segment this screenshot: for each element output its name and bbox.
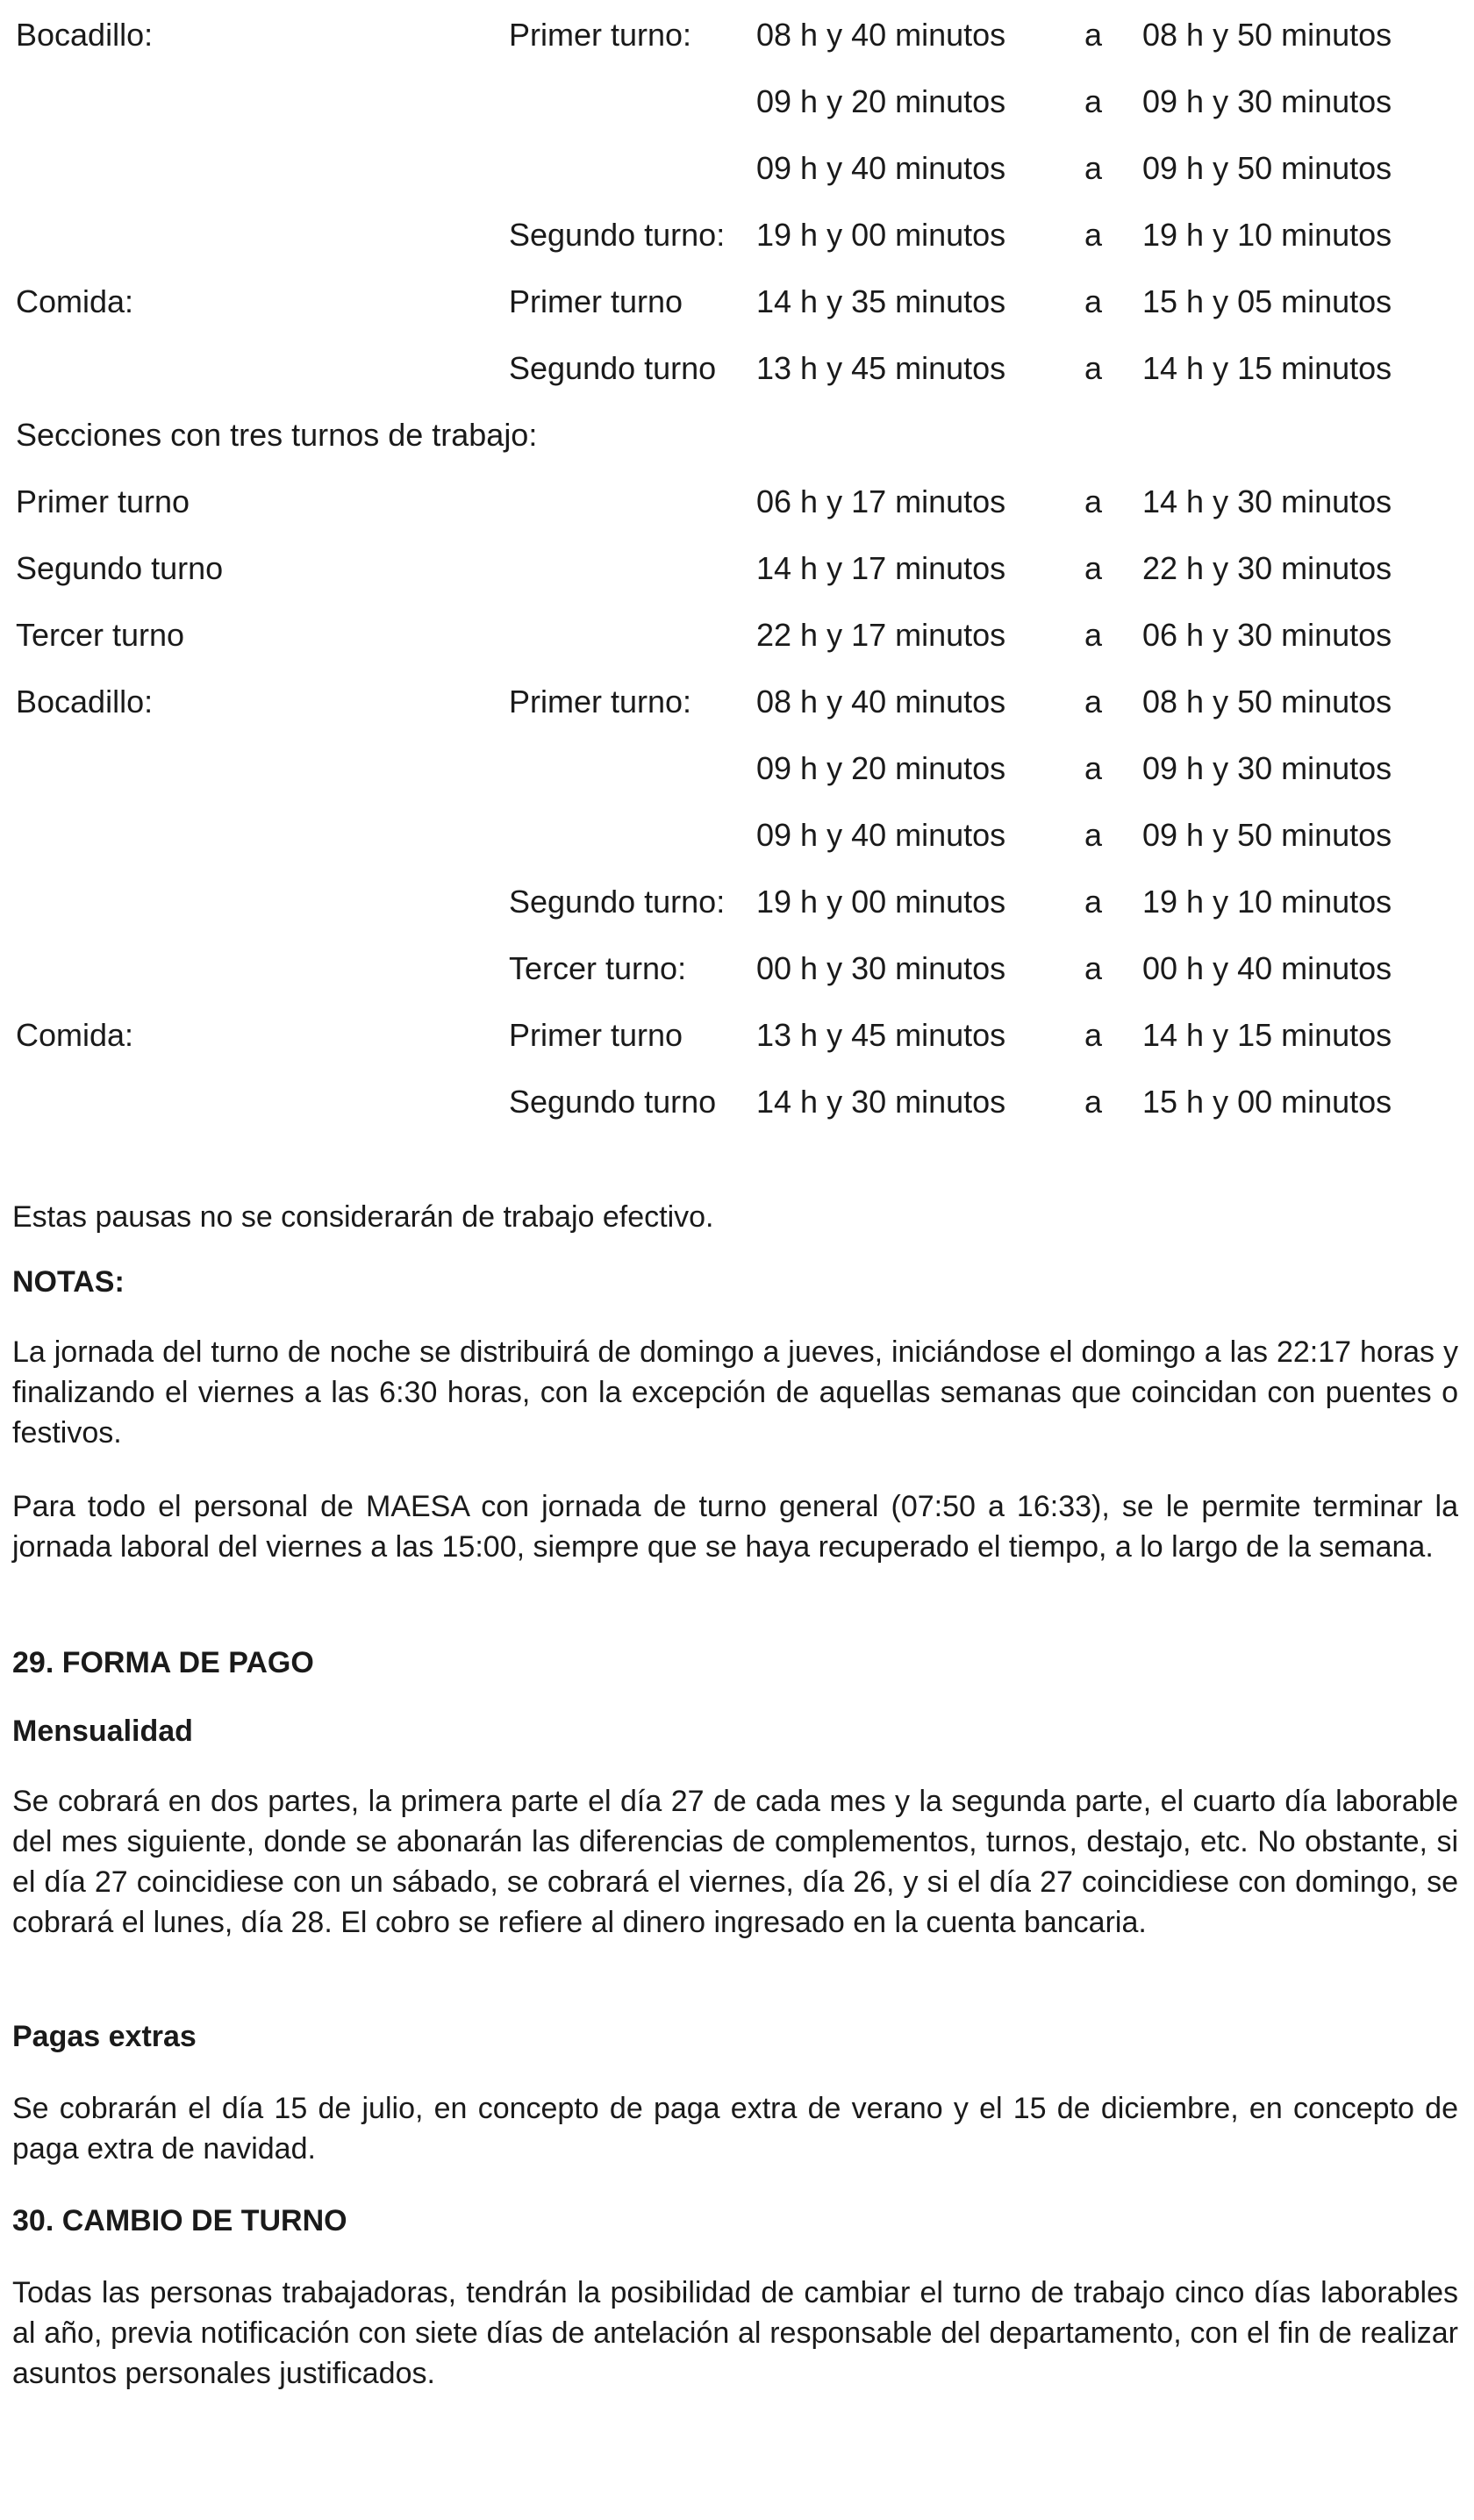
schedule-row — [12, 467, 1460, 533]
row-to-time: 09 h y 50 minutos — [1142, 150, 1392, 186]
row-label: Comida: — [16, 283, 134, 319]
row-from-time: 09 h y 40 minutos — [756, 817, 1006, 853]
row-from-time: 09 h y 20 minutos — [756, 83, 1006, 119]
row-separator: a — [1084, 150, 1103, 186]
row-separator: a — [1084, 350, 1103, 386]
row-from-time: 13 h y 45 minutos — [756, 350, 1006, 386]
three-shifts-title-text: Secciones con tres turnos de trabajo: — [16, 417, 538, 453]
row-to-time: 00 h y 40 minutos — [1142, 950, 1392, 986]
section-30-paragraph — [12, 2273, 1458, 2394]
row-from-time: 09 h y 20 minutos — [756, 750, 1006, 786]
row-shift: Segundo turno — [509, 350, 717, 386]
schedule-two-shifts-table — [12, 0, 1460, 400]
schedule-row — [12, 133, 1460, 200]
pauses-note — [12, 1197, 1458, 1237]
schedule-row — [12, 867, 1460, 934]
schedule-three-shifts-table — [12, 467, 1460, 1134]
row-from-time: 09 h y 40 minutos — [756, 150, 1006, 186]
row-to-time: 19 h y 10 minutos — [1142, 217, 1392, 253]
section-29-heading: 29. FORMA DE PAGO — [12, 1646, 314, 1679]
row-to-time: 15 h y 05 minutos — [1142, 283, 1392, 319]
row-to-time: 08 h y 50 minutos — [1142, 17, 1392, 53]
notes-paragraph-1 — [12, 1332, 1458, 1453]
notes-paragraph-2 — [12, 1486, 1458, 1567]
row-separator: a — [1084, 750, 1103, 786]
row-separator: a — [1084, 483, 1103, 519]
schedule-row — [12, 600, 1460, 667]
row-from-time: 00 h y 30 minutos — [756, 950, 1006, 986]
row-from-time: 08 h y 40 minutos — [756, 17, 1006, 53]
row-to-time: 14 h y 15 minutos — [1142, 350, 1392, 386]
notes-paragraph-1-text: La jornada del turno de noche se distribuirá de domingo a jueves, iniciándose el domingo a las 22:17 horas y finalizando el viernes a las 6:30 horas, con la excepción de aquellas semanas que coincidan con puentes o festivos. — [12, 1335, 1458, 1450]
schedule-row — [12, 267, 1460, 333]
mensualidad-heading: Mensualidad — [12, 1715, 193, 1748]
row-to-time: 09 h y 30 minutos — [1142, 750, 1392, 786]
row-separator: a — [1084, 817, 1103, 853]
row-shift: Segundo turno: — [509, 217, 726, 253]
schedule-row — [12, 67, 1460, 133]
row-from-time: 19 h y 00 minutos — [756, 217, 1006, 253]
row-label: Bocadillo: — [16, 17, 154, 53]
row-separator: a — [1084, 17, 1103, 53]
row-from-time: 14 h y 30 minutos — [756, 1084, 1006, 1120]
pagas-extras-text: Se cobrarán el día 15 de julio, en concepto de paga extra de verano y el 15 de diciembre, en concepto de paga extra de navidad. — [12, 2092, 1458, 2166]
row-to-time: 22 h y 30 minutos — [1142, 550, 1392, 586]
three-shifts-title — [12, 400, 1460, 467]
row-to-time: 06 h y 30 minutos — [1142, 617, 1392, 653]
row-separator: a — [1084, 617, 1103, 653]
schedule-row — [12, 800, 1460, 867]
section-30-heading: 30. CAMBIO DE TURNO — [12, 2204, 347, 2237]
row-separator: a — [1084, 83, 1103, 119]
row-separator: a — [1084, 950, 1103, 986]
mensualidad-paragraph — [12, 1781, 1458, 1943]
row-separator: a — [1084, 217, 1103, 253]
row-from-time: 13 h y 45 minutos — [756, 1017, 1006, 1053]
row-from-time: 22 h y 17 minutos — [756, 617, 1006, 653]
row-from-time: 19 h y 00 minutos — [756, 884, 1006, 920]
schedule-row — [12, 934, 1460, 1000]
mensualidad-text: Se cobrará en dos partes, la primera parte el día 27 de cada mes y la segunda parte, el cuarto día laborable del mes siguiente, donde se abonarán las diferencias de complementos, turnos, destajo, etc. No obstante, si el día 27 coincidiese con un sábado, se cobrará el viernes, día 26, y si el día 27 coincidiese con domingo, se cobrará el lunes, día 28. El cobro se refiere al dinero ingresado en la cuenta bancaria. — [12, 1785, 1458, 1939]
row-label: Bocadillo: — [16, 684, 154, 719]
row-separator: a — [1084, 684, 1103, 719]
row-label: Primer turno — [16, 483, 190, 519]
row-from-time: 06 h y 17 minutos — [756, 483, 1006, 519]
row-shift: Primer turno — [509, 1017, 683, 1053]
row-to-time: 14 h y 15 minutos — [1142, 1017, 1392, 1053]
document — [12, 0, 1460, 1134]
row-from-time: 14 h y 17 minutos — [756, 550, 1006, 586]
row-separator: a — [1084, 1084, 1103, 1120]
row-to-time: 19 h y 10 minutos — [1142, 884, 1392, 920]
row-shift: Tercer turno: — [509, 950, 687, 986]
row-to-time: 08 h y 50 minutos — [1142, 684, 1392, 719]
row-to-time: 14 h y 30 minutos — [1142, 483, 1392, 519]
row-label: Tercer turno — [16, 617, 185, 653]
schedule-row — [12, 0, 1460, 67]
row-shift: Segundo turno: — [509, 884, 726, 920]
notes-heading: NOTAS: — [12, 1265, 125, 1299]
row-to-time: 15 h y 00 minutos — [1142, 1084, 1392, 1120]
row-from-time: 14 h y 35 minutos — [756, 283, 1006, 319]
row-label: Segundo turno — [16, 550, 224, 586]
schedule-row — [12, 1067, 1460, 1134]
pagas-extras-heading: Pagas extras — [12, 2020, 197, 2053]
row-separator: a — [1084, 1017, 1103, 1053]
section-30-text: Todas las personas trabajadoras, tendrán la posibilidad de cambiar el turno de trabajo cinco días laborables al año, previa notificación con siete días de antelación al responsable del departamento, con el fin de realizar asuntos personales justificados. — [12, 2276, 1458, 2390]
row-label: Comida: — [16, 1017, 134, 1053]
notes-paragraph-2-text: Para todo el personal de MAESA con jornada de turno general (07:50 a 16:33), se le permite terminar la jornada laboral del viernes a las 15:00, siempre que se haya recuperado el tiempo, a lo largo de la semana. — [12, 1490, 1458, 1564]
row-separator: a — [1084, 550, 1103, 586]
schedule-row — [12, 734, 1460, 800]
row-shift: Primer turno: — [509, 684, 692, 719]
schedule-row — [12, 333, 1460, 400]
pauses-note-text: Estas pausas no se considerarán de trabajo efectivo. — [12, 1200, 714, 1234]
row-shift: Primer turno — [509, 283, 683, 319]
row-separator: a — [1084, 884, 1103, 920]
schedule-row — [12, 200, 1460, 267]
schedule-row — [12, 1000, 1460, 1067]
row-shift: Segundo turno — [509, 1084, 717, 1120]
row-to-time: 09 h y 30 minutos — [1142, 83, 1392, 119]
row-separator: a — [1084, 283, 1103, 319]
row-from-time: 08 h y 40 minutos — [756, 684, 1006, 719]
schedule-row — [12, 667, 1460, 734]
pagas-extras-paragraph — [12, 2088, 1458, 2169]
row-shift: Primer turno: — [509, 17, 692, 53]
schedule-row — [12, 533, 1460, 600]
row-to-time: 09 h y 50 minutos — [1142, 817, 1392, 853]
